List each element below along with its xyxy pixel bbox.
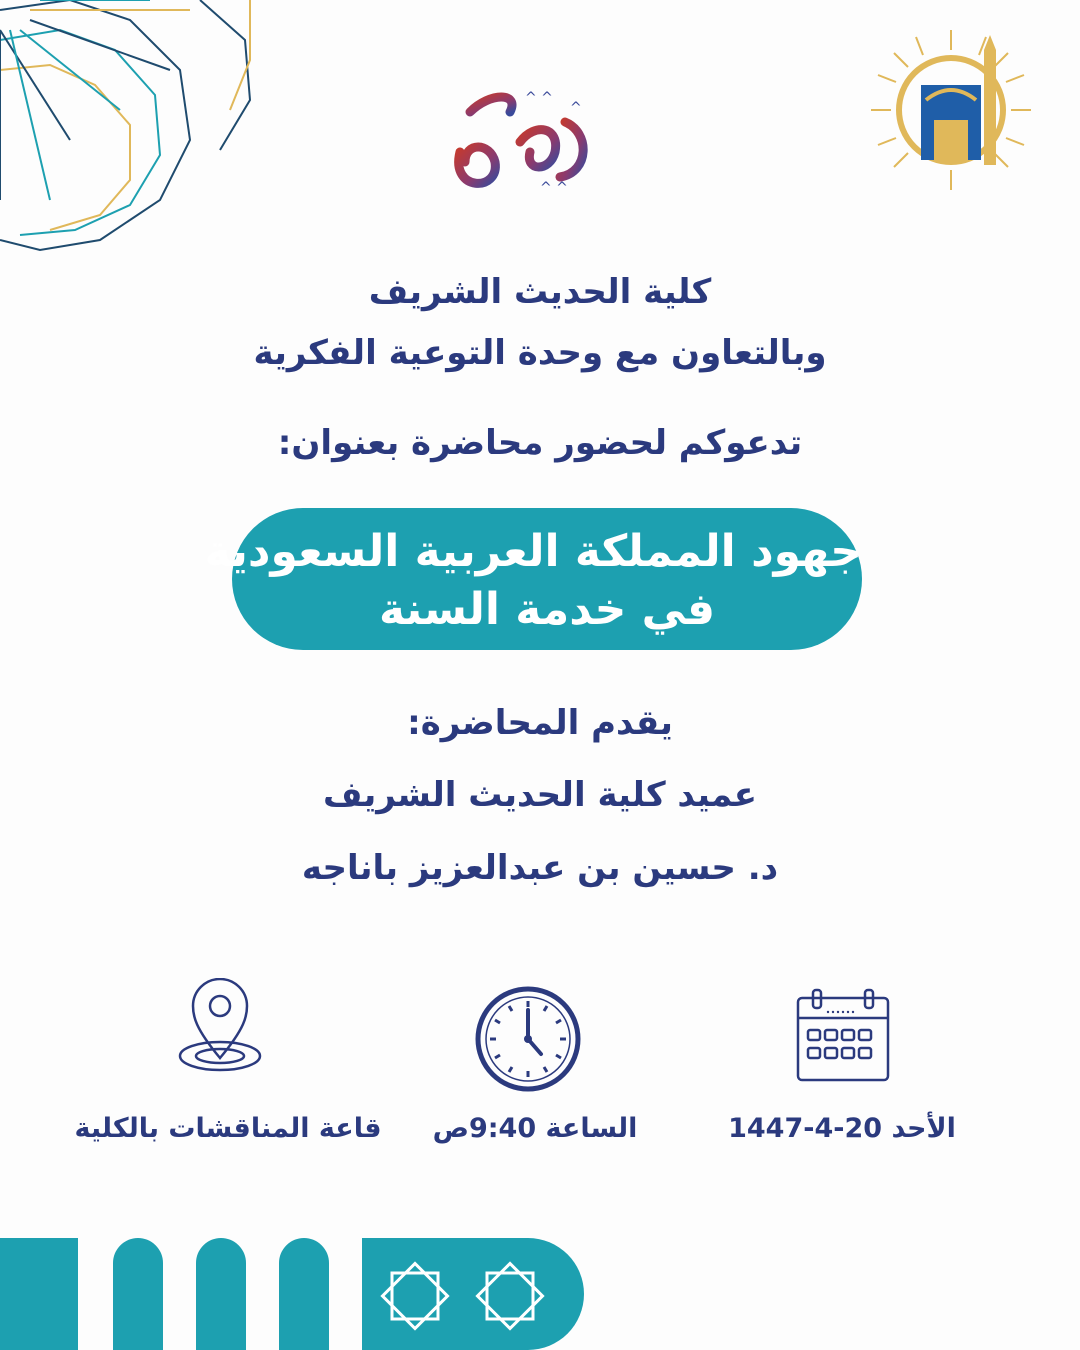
- presenter-name: د. حسين بن عبدالعزيز باناجه: [301, 848, 779, 888]
- clock-icon: [475, 986, 581, 1092]
- presenter-role: عميد كلية الحديث الشريف: [323, 775, 757, 815]
- location-pin-icon: [175, 978, 265, 1076]
- lecture-title-line2: في خدمة السنة: [378, 584, 716, 635]
- octagram-icon: [377, 1258, 453, 1334]
- svg-text:^ ^: ^ ^: [540, 180, 568, 196]
- lecture-title-line1: جهود المملكة العربية السعودية: [204, 526, 862, 577]
- svg-text:^ ^: ^ ^: [525, 90, 553, 106]
- svg-text:^: ^: [570, 100, 582, 116]
- time-text: الساعة 9:40ص: [432, 1113, 638, 1144]
- decorative-geometric-pattern: [0, 0, 260, 260]
- octagram-icon: [472, 1258, 548, 1334]
- university-logo-text: الجامعة الإسلامية بالمدينة المنورة: [866, 25, 880, 26]
- calendar-icon: [796, 988, 890, 1082]
- lecture-title-banner: [204, 508, 862, 650]
- presenter-label: يقدم المحاضرة:: [407, 703, 673, 743]
- decorative-arch: [279, 1238, 329, 1350]
- university-logo: [866, 25, 1036, 195]
- date-text: الأحد 20-4-1447: [728, 1113, 956, 1144]
- decorative-arch: [113, 1238, 163, 1350]
- location-text: قاعة المناقشات بالكلية: [74, 1113, 382, 1144]
- decorative-bar: [0, 1238, 78, 1350]
- dawah-logo: [440, 82, 600, 202]
- decorative-arch: [196, 1238, 246, 1350]
- college-name: كلية الحديث الشريف: [368, 272, 712, 312]
- invitation-text: تدعوكم لحضور محاضرة بعنوان:: [277, 423, 803, 463]
- partner-unit: وبالتعاون مع وحدة التوعية الفكرية: [253, 333, 827, 373]
